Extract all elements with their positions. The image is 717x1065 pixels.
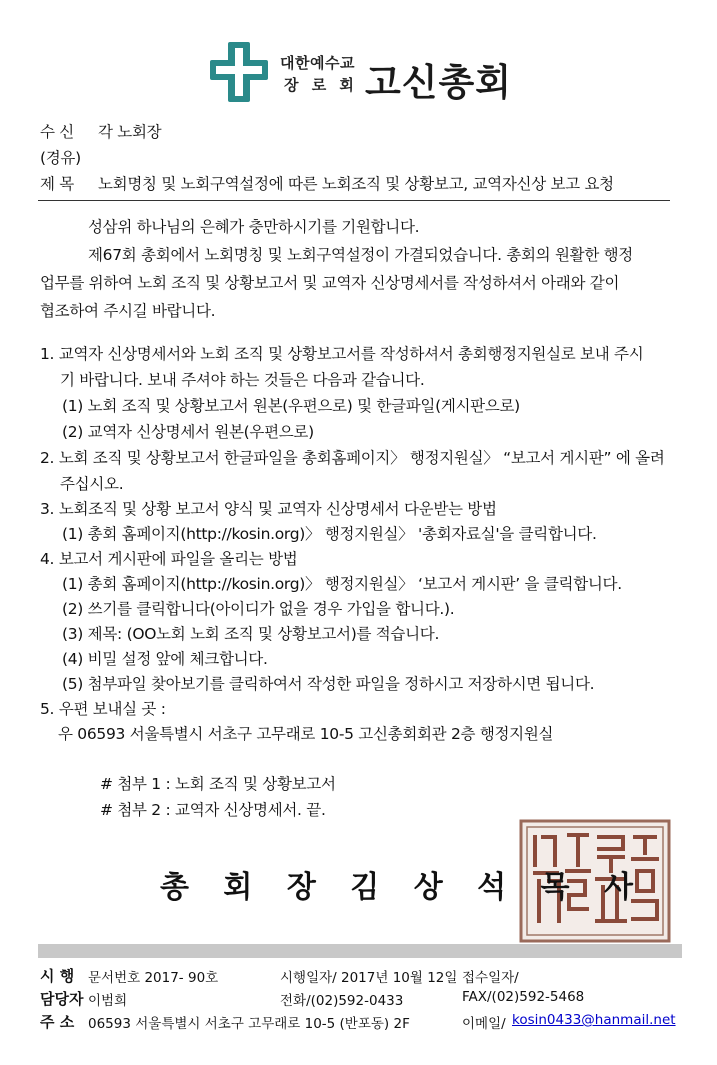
item-4-sub-2: (2) 쓰기를 클릭합니다(아이디가 없을 경우 가입을 합니다.). — [62, 600, 455, 618]
phone: 전화/(02)592-0433 — [280, 993, 404, 1009]
item-1-sub-2: (2) 교역자 신상명세서 원본(우편으로) — [62, 423, 314, 441]
footer-label-contact: 담당자 — [40, 990, 84, 1008]
item-4-line-1: 4. 보고서 게시판에 파일을 올리는 방법 — [40, 550, 298, 568]
cross-logo-icon — [208, 40, 270, 104]
attachment-1: # 첨부 1 : 노회 조직 및 상황보고서 — [100, 775, 336, 793]
item-3-line-1: 3. 노회조직 및 상황 보고서 양식 및 교역자 신상명세서 다운받는 방법 — [40, 500, 497, 518]
greeting: 성삼위 하나님의 은혜가 충만하시기를 기원합니다. — [88, 218, 420, 236]
footer-label-address: 주 소 — [40, 1013, 75, 1031]
item-4-sub-5: (5) 첨부파일 찾아보기를 클릭하여서 작성한 파일을 정하시고 저장하시면 됩니다. — [62, 675, 595, 693]
email-label: 이메일/ — [462, 1016, 506, 1032]
item-3-sub-1: (1) 총회 홈페이지(http://kosin.org)〉 행정지원실〉 '총회자료실'을 클릭합니다. — [62, 525, 597, 543]
to-label: 수 신 — [40, 123, 74, 141]
org-presbyterian: 장 로 회 — [284, 76, 354, 94]
item-5-line-1: 5. 우편 보내실 곳 : — [40, 700, 166, 718]
intro-line-1: 제67회 총회에서 노회명칭 및 노회구역설정이 가결되었습니다. 총회의 원활한 행정 — [88, 246, 633, 264]
to-value: 각 노회장 — [98, 123, 162, 141]
subject-value: 노회명칭 및 노회구역설정에 따른 노회조직 및 상황보고, 교역자신상 보고 요청 — [98, 175, 614, 193]
org-name: 고신총회 — [365, 61, 512, 104]
fax: FAX/(02)592-5468 — [462, 989, 585, 1005]
item-4-sub-3: (3) 제목: (OO노회 노회 조직 및 상황보고서)를 적습니다. — [62, 625, 440, 643]
subject-label: 제 목 — [40, 175, 74, 193]
item-4-sub-1: (1) 총회 홈페이지(http://kosin.org)〉 행정지원실〉 ‘보고서 게시판’ 을 클릭합니다. — [62, 575, 622, 593]
item-5-address: 우 06593 서울특별시 서초구 고무래로 10-5 고신총회회관 2층 행정지원실 — [58, 725, 554, 743]
intro-line-2: 업무를 위하여 노회 조직 및 상황보고서 및 교역자 신상명세서를 작성하셔서 아래와 같이 — [40, 274, 620, 292]
footer-label-issue: 시 행 — [40, 967, 75, 985]
item-2-line-1: 2. 노회 조직 및 상황보고서 한글파일을 총회홈페이지〉 행정지원실〉 “보고서 게시판” 에 올려 — [40, 449, 665, 467]
header-divider — [38, 200, 670, 201]
contact-person: 이범희 — [88, 993, 128, 1009]
doc-number: 문서번호 2017- 90호 — [88, 970, 219, 986]
receipt-date: 접수일자/ — [462, 970, 519, 986]
intro-line-3: 협조하여 주시길 바랍니다. — [40, 302, 216, 320]
signature-line: 총 회 장 김 상 석 목 사 — [160, 870, 645, 905]
issue-date: 시행일자/ 2017년 10월 12일 — [280, 970, 458, 986]
via-label: (경유) — [40, 149, 81, 167]
footer-divider — [38, 944, 682, 958]
item-1-sub-1: (1) 노회 조직 및 상황보고서 원본(우편으로) 및 한글파일(게시판으로) — [62, 397, 520, 415]
attachment-2: # 첨부 2 : 교역자 신상명세서. 끝. — [100, 801, 326, 819]
item-4-sub-4: (4) 비밀 설정 앞에 체크합니다. — [62, 650, 268, 668]
item-2-line-2: 주십시오. — [60, 475, 124, 493]
org-denomination: 대한예수교 — [280, 54, 355, 72]
email-link[interactable]: kosin0433@hanmail.net — [512, 1012, 676, 1028]
item-1-line-2: 기 바랍니다. 보내 주셔야 하는 것들은 다음과 같습니다. — [60, 371, 425, 389]
item-1-line-1: 1. 교역자 신상명세서와 노회 조직 및 상황보고서를 작성하셔서 총회행정지원실로 보내 주시 — [40, 345, 644, 363]
office-address: 06593 서울특별시 서초구 고무래로 10-5 (반포동) 2F — [88, 1016, 410, 1032]
